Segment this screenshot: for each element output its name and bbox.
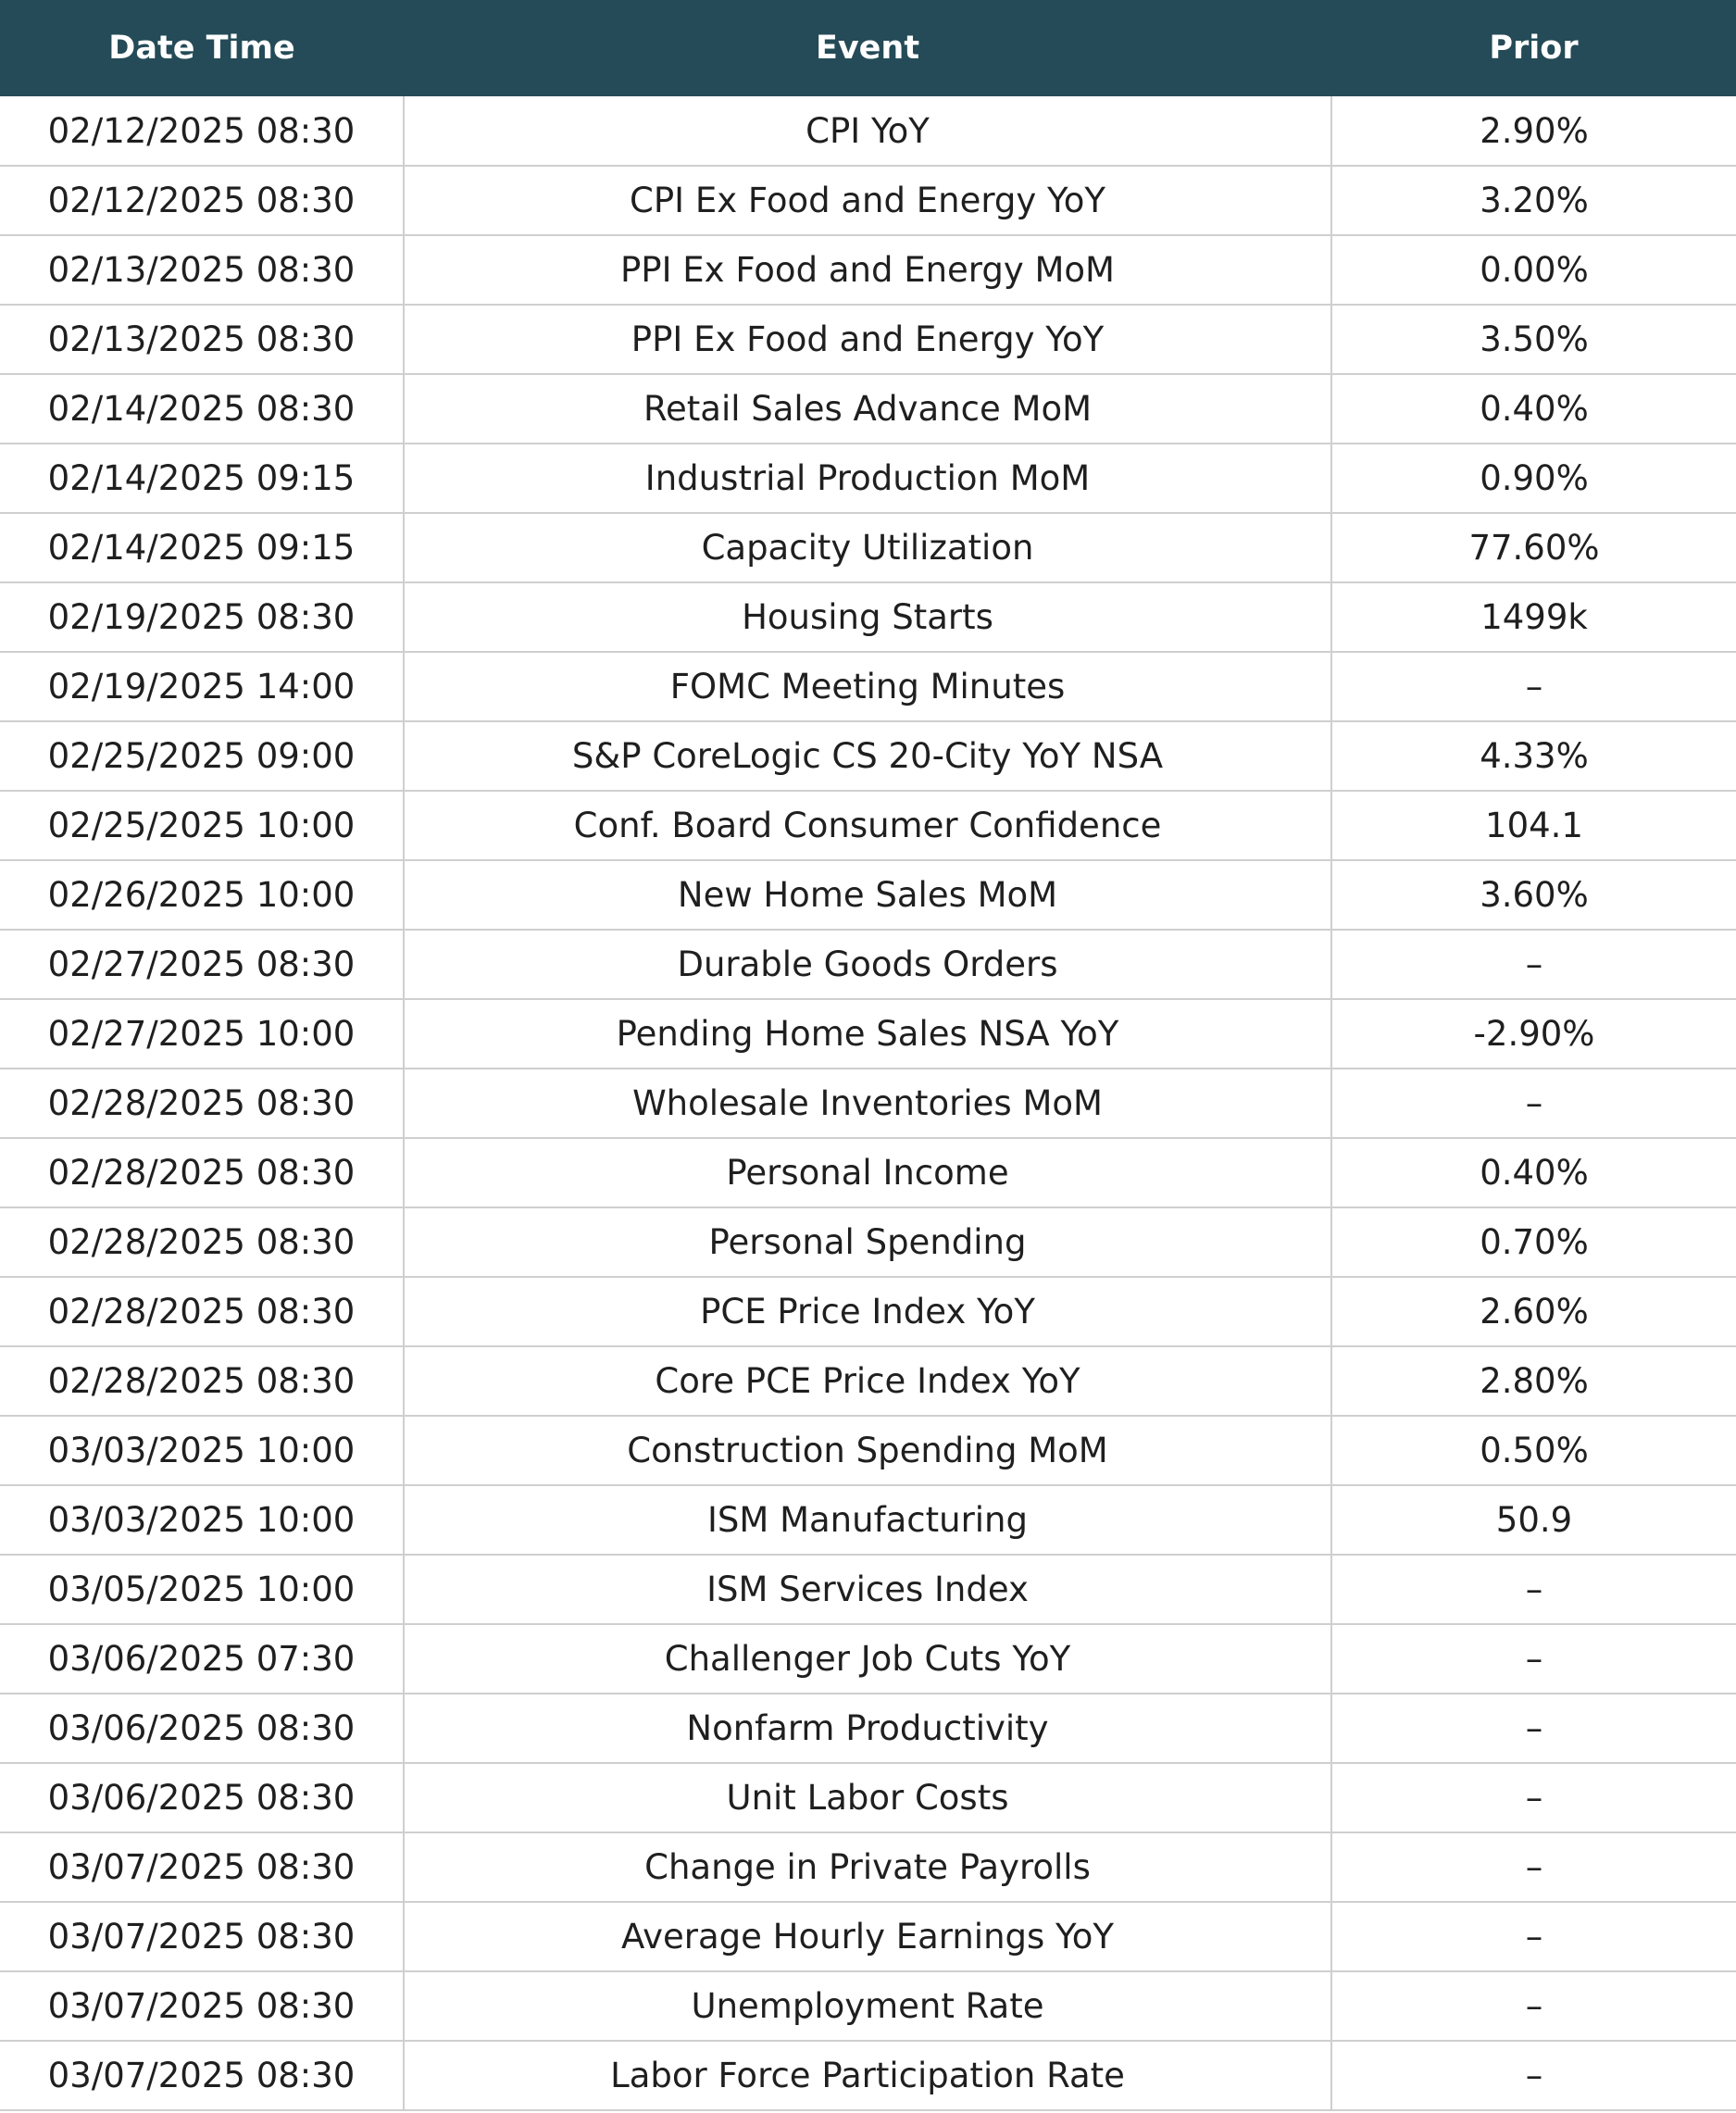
table-row xyxy=(0,1346,1736,1416)
event-cell: Durable Goods Orders xyxy=(404,930,1331,999)
event-cell: Retail Sales Advance MoM xyxy=(404,374,1331,444)
event-cell: ISM Manufacturing xyxy=(404,1485,1331,1555)
event-cell: S&P CoreLogic CS 20-City YoY NSA xyxy=(404,721,1331,791)
header-prior: Prior xyxy=(1489,30,1579,67)
prior-cell: – xyxy=(1331,1763,1736,1832)
event-cell: Personal Spending xyxy=(404,1207,1331,1277)
header-date-time: Date Time xyxy=(108,30,295,67)
date-time-cell: 02/27/2025 10:00 xyxy=(0,999,404,1069)
table-row xyxy=(0,1416,1736,1485)
date-time-cell: 02/28/2025 08:30 xyxy=(0,1277,404,1346)
event-cell: Core PCE Price Index YoY xyxy=(404,1346,1331,1416)
table-row xyxy=(0,374,1736,444)
prior-cell: 104.1 xyxy=(1331,791,1736,860)
table-row xyxy=(0,513,1736,582)
table-row xyxy=(0,1624,1736,1694)
prior-cell: 50.9 xyxy=(1331,1485,1736,1555)
event-cell: Unemployment Rate xyxy=(404,1971,1331,2041)
event-cell: Wholesale Inventories MoM xyxy=(404,1069,1331,1138)
event-cell: Construction Spending MoM xyxy=(404,1416,1331,1485)
event-cell: Nonfarm Productivity xyxy=(404,1694,1331,1763)
prior-cell: 2.90% xyxy=(1331,96,1736,166)
prior-cell: – xyxy=(1331,1069,1736,1138)
prior-cell: – xyxy=(1331,1902,1736,1971)
date-time-cell: 03/07/2025 08:30 xyxy=(0,1971,404,2041)
date-time-cell: 02/28/2025 08:30 xyxy=(0,1138,404,1207)
prior-cell: – xyxy=(1331,1971,1736,2041)
prior-cell: 3.50% xyxy=(1331,305,1736,374)
table-row xyxy=(0,860,1736,930)
event-cell: FOMC Meeting Minutes xyxy=(404,652,1331,721)
date-time-cell: 02/28/2025 08:30 xyxy=(0,1346,404,1416)
prior-cell: 0.70% xyxy=(1331,1207,1736,1277)
prior-cell: 2.80% xyxy=(1331,1346,1736,1416)
date-time-cell: 02/13/2025 08:30 xyxy=(0,235,404,305)
date-time-cell: 03/07/2025 08:30 xyxy=(0,1832,404,1902)
event-cell: Labor Force Participation Rate xyxy=(404,2041,1331,2110)
table-row xyxy=(0,1138,1736,1207)
prior-cell: 0.40% xyxy=(1331,374,1736,444)
date-time-cell: 03/03/2025 10:00 xyxy=(0,1416,404,1485)
table-row xyxy=(0,791,1736,860)
table-row xyxy=(0,1902,1736,1971)
table-row xyxy=(0,652,1736,721)
event-cell: PPI Ex Food and Energy MoM xyxy=(404,235,1331,305)
prior-cell: 0.40% xyxy=(1331,1138,1736,1207)
table-row xyxy=(0,1763,1736,1832)
prior-cell: – xyxy=(1331,1624,1736,1694)
event-cell: Unit Labor Costs xyxy=(404,1763,1331,1832)
event-cell: CPI Ex Food and Energy YoY xyxy=(404,166,1331,235)
date-time-cell: 02/19/2025 14:00 xyxy=(0,652,404,721)
table-header xyxy=(0,0,1736,96)
table-row xyxy=(0,96,1736,166)
table-header-row xyxy=(0,0,1736,96)
event-cell: Pending Home Sales NSA YoY xyxy=(404,999,1331,1069)
table-row xyxy=(0,999,1736,1069)
table-row xyxy=(0,1485,1736,1555)
event-cell: Industrial Production MoM xyxy=(404,444,1331,513)
table-row xyxy=(0,582,1736,652)
table-row xyxy=(0,305,1736,374)
date-time-cell: 02/28/2025 08:30 xyxy=(0,1207,404,1277)
event-cell: Personal Income xyxy=(404,1138,1331,1207)
prior-cell: -2.90% xyxy=(1331,999,1736,1069)
date-time-cell: 02/14/2025 09:15 xyxy=(0,444,404,513)
table-body xyxy=(0,96,1736,2110)
date-time-cell: 02/26/2025 10:00 xyxy=(0,860,404,930)
date-time-cell: 02/19/2025 08:30 xyxy=(0,582,404,652)
event-cell: ISM Services Index xyxy=(404,1555,1331,1624)
event-cell: PPI Ex Food and Energy YoY xyxy=(404,305,1331,374)
prior-cell: – xyxy=(1331,930,1736,999)
event-cell: Challenger Job Cuts YoY xyxy=(404,1624,1331,1694)
event-cell: CPI YoY xyxy=(404,96,1331,166)
date-time-cell: 02/25/2025 09:00 xyxy=(0,721,404,791)
date-time-cell: 02/14/2025 08:30 xyxy=(0,374,404,444)
prior-cell: 0.50% xyxy=(1331,1416,1736,1485)
event-cell: Capacity Utilization xyxy=(404,513,1331,582)
prior-cell: 0.00% xyxy=(1331,235,1736,305)
date-time-cell: 02/13/2025 08:30 xyxy=(0,305,404,374)
date-time-cell: 03/03/2025 10:00 xyxy=(0,1485,404,1555)
event-cell: New Home Sales MoM xyxy=(404,860,1331,930)
table-row xyxy=(0,1207,1736,1277)
event-cell: Housing Starts xyxy=(404,582,1331,652)
event-cell: PCE Price Index YoY xyxy=(404,1277,1331,1346)
table-row xyxy=(0,1832,1736,1902)
header-event: Event xyxy=(815,30,920,67)
prior-cell: 0.90% xyxy=(1331,444,1736,513)
prior-cell: 2.60% xyxy=(1331,1277,1736,1346)
date-time-cell: 03/07/2025 08:30 xyxy=(0,2041,404,2110)
date-time-cell: 02/28/2025 08:30 xyxy=(0,1069,404,1138)
event-cell: Average Hourly Earnings YoY xyxy=(404,1902,1331,1971)
date-time-cell: 03/06/2025 08:30 xyxy=(0,1694,404,1763)
date-time-cell: 03/07/2025 08:30 xyxy=(0,1902,404,1971)
prior-cell: 1499k xyxy=(1331,582,1736,652)
prior-cell: – xyxy=(1331,1694,1736,1763)
prior-cell: 3.60% xyxy=(1331,860,1736,930)
prior-cell: – xyxy=(1331,1555,1736,1624)
prior-cell: – xyxy=(1331,1832,1736,1902)
event-cell: Conf. Board Consumer Confidence xyxy=(404,791,1331,860)
date-time-cell: 02/12/2025 08:30 xyxy=(0,166,404,235)
date-time-cell: 02/27/2025 08:30 xyxy=(0,930,404,999)
table-row xyxy=(0,1694,1736,1763)
date-time-cell: 03/05/2025 10:00 xyxy=(0,1555,404,1624)
table-row xyxy=(0,930,1736,999)
event-cell: Change in Private Payrolls xyxy=(404,1832,1331,1902)
prior-cell: 4.33% xyxy=(1331,721,1736,791)
table-row xyxy=(0,1971,1736,2041)
table-row xyxy=(0,444,1736,513)
table-row xyxy=(0,1069,1736,1138)
table-row xyxy=(0,235,1736,305)
table-row xyxy=(0,721,1736,791)
prior-cell: 77.60% xyxy=(1331,513,1736,582)
table-row xyxy=(0,1555,1736,1624)
prior-cell: 3.20% xyxy=(1331,166,1736,235)
prior-cell: – xyxy=(1331,2041,1736,2110)
date-time-cell: 03/06/2025 08:30 xyxy=(0,1763,404,1832)
prior-cell: – xyxy=(1331,652,1736,721)
table-row xyxy=(0,166,1736,235)
date-time-cell: 02/14/2025 09:15 xyxy=(0,513,404,582)
table-row xyxy=(0,2041,1736,2110)
date-time-cell: 02/12/2025 08:30 xyxy=(0,96,404,166)
date-time-cell: 02/25/2025 10:00 xyxy=(0,791,404,860)
table-row xyxy=(0,1277,1736,1346)
date-time-cell: 03/06/2025 07:30 xyxy=(0,1624,404,1694)
